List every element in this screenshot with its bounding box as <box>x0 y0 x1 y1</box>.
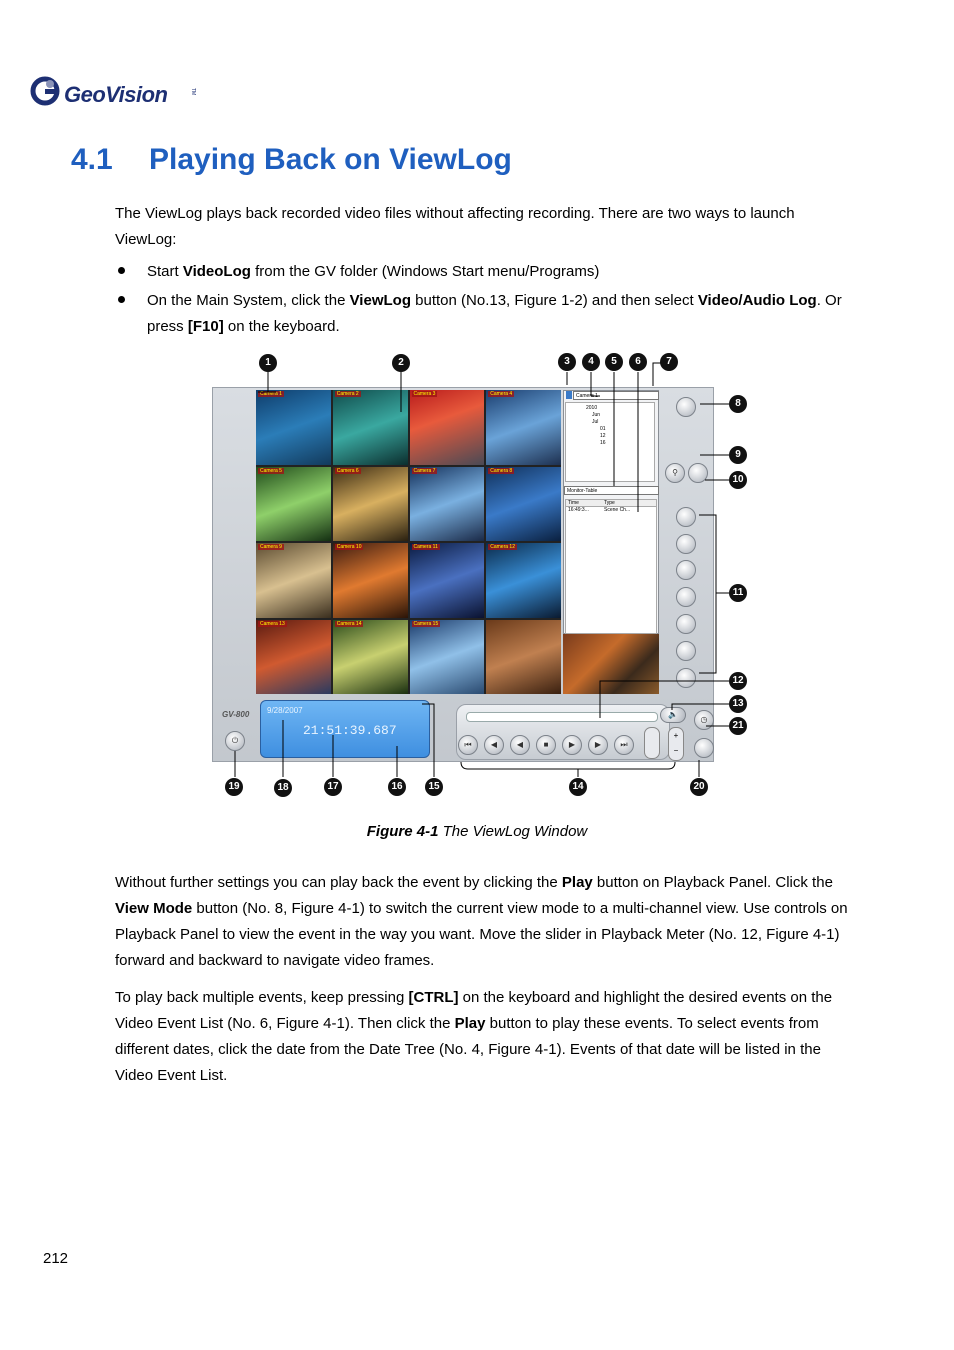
camera-view[interactable] <box>486 620 561 695</box>
tree-node: 2010 <box>586 405 598 411</box>
function-button[interactable] <box>676 534 696 554</box>
page-title <box>71 143 512 177</box>
camera-view[interactable]: Camera 1 <box>256 390 331 465</box>
bullet-item-1: Start VideoLog from the GV folder (Windows Start menu/Programs) <box>147 263 600 280</box>
camera-view[interactable]: Camera 15 <box>410 620 485 695</box>
camera-view[interactable]: Camera 12 <box>486 543 561 618</box>
callout-badge: 18 <box>274 779 292 797</box>
callout-badge: 7 <box>660 353 678 371</box>
stop-button[interactable]: ■ <box>536 735 556 755</box>
last-frame-button[interactable]: ⏭ <box>614 735 634 755</box>
camera-select[interactable]: Camera 1 <box>573 391 659 400</box>
function-button[interactable] <box>676 668 696 688</box>
list-header: Time <box>568 500 579 506</box>
power-button[interactable]: ⏻ <box>225 731 245 751</box>
table-row: 16:49:3... Scene Ch... <box>568 507 631 513</box>
date-tree[interactable] <box>565 402 655 482</box>
bullet-item-2: On the Main System, click the ViewLog button (No.13, Figure 1-2) and then select Video/Audio Log. Or press [F10] on the keyboard. <box>147 292 842 335</box>
callout-badge: 21 <box>729 717 747 735</box>
camera-view[interactable]: Camera 7 <box>410 467 485 542</box>
logo-tm: TM <box>190 88 196 96</box>
first-frame-button[interactable]: ⏮ <box>458 735 478 755</box>
callout-badge: 1 <box>259 354 277 372</box>
list-header: Type <box>604 500 615 506</box>
geovision-swirl-icon <box>30 74 64 108</box>
callout-badge: 17 <box>324 778 342 796</box>
camera-list-icon[interactable] <box>566 391 572 399</box>
body-paragraph: Without further settings you can play back the event by clicking the Play button on Playback Panel. Click the View Mode button (No. 8, Figure 4-1) to switch the current view mode to a multi-channel view. Use controls on Playback Panel to view the event in the way you want. Move the slider in Playback Meter (No. 12, Figure 4-1) forward and backward to navigate video frames. <box>115 874 848 969</box>
section-number: 4.1 <box>71 143 113 176</box>
list-mode-select[interactable]: Monitor-Table <box>564 486 659 495</box>
exit-button[interactable] <box>694 738 714 758</box>
tree-node: Jun <box>592 412 601 418</box>
camera-view[interactable]: Camera 2 <box>333 390 408 465</box>
camera-view[interactable]: Camera 4 <box>486 390 561 465</box>
lcd-date: 9/28/2007 <box>267 706 303 715</box>
search-button[interactable]: ⚲ <box>665 463 685 483</box>
callout-badge: 11 <box>729 584 747 602</box>
function-button[interactable] <box>676 560 696 580</box>
logo-text: GeoVision <box>64 82 168 107</box>
callout-badge: 4 <box>582 353 600 371</box>
function-button[interactable] <box>676 507 696 527</box>
camera-grid <box>256 390 561 694</box>
camera-view[interactable]: Camera 9 <box>256 543 331 618</box>
page-number: 212 <box>43 1250 69 1267</box>
callout-badge: 20 <box>690 778 708 796</box>
tree-node: Jul <box>592 419 599 425</box>
camera-view[interactable]: Camera 3 <box>410 390 485 465</box>
function-button[interactable] <box>676 614 696 634</box>
camera-view[interactable]: Camera 14 <box>333 620 408 695</box>
lcd-time: 21:51:39.687 <box>303 723 397 738</box>
playback-meter-slider[interactable] <box>466 712 658 722</box>
lcd-display <box>260 700 430 758</box>
camera-view[interactable]: Camera 10 <box>333 543 408 618</box>
callout-badge: 6 <box>629 353 647 371</box>
camera-view[interactable]: Camera 6 <box>333 467 408 542</box>
zoom-control[interactable]: + − <box>668 727 684 761</box>
video-event-list[interactable] <box>565 499 657 634</box>
function-button[interactable] <box>676 587 696 607</box>
callout-badge: 3 <box>558 353 576 371</box>
intro-paragraph: The ViewLog plays back recorded video files without affecting recording. There are two ways to launch ViewLog: <box>115 205 795 248</box>
tree-node: 01 <box>600 426 606 432</box>
tree-node: 12 <box>600 433 606 439</box>
timer-button[interactable]: ◷ <box>694 710 714 730</box>
callout-badge: 12 <box>729 672 747 690</box>
bullet-dot <box>118 267 125 274</box>
speed-control[interactable] <box>644 727 660 759</box>
view-mode-button[interactable] <box>676 397 696 417</box>
callout-badge: 10 <box>729 471 747 489</box>
camera-view[interactable]: Camera 8 <box>486 467 561 542</box>
callout-badge: 13 <box>729 695 747 713</box>
callout-badge: 15 <box>425 778 443 796</box>
bullet-dot <box>118 296 125 303</box>
next-frame-button[interactable]: ▶ <box>588 735 608 755</box>
single-camera-preview <box>563 634 659 694</box>
model-label: GV-800 <box>222 710 250 719</box>
camera-view[interactable]: Camera 5 <box>256 467 331 542</box>
prev-frame-button[interactable]: ◀ <box>484 735 504 755</box>
function-button[interactable] <box>676 641 696 661</box>
body-paragraph: To play back multiple events, keep pressing [CTRL] on the keyboard and highlight the desired events on the Video Event List (No. 6, Figure 4-1). Then click the Play button to play these events. To select events from different dates, click the date from the Date Tree (No. 4, Figure 4-1). Events of that date will be listed in the Video Event List. <box>115 989 833 1084</box>
tree-node: 16 <box>600 440 606 446</box>
callout-badge: 9 <box>729 446 747 464</box>
section-title: Playing Back on ViewLog <box>149 143 512 176</box>
callout-badge: 5 <box>605 353 623 371</box>
audio-button[interactable]: 🔈 <box>660 707 686 723</box>
tools-button[interactable] <box>688 463 708 483</box>
figure-caption: Figure 4-1 The ViewLog Window <box>366 823 588 840</box>
callout-badge: 16 <box>388 778 406 796</box>
callout-badge: 14 <box>569 778 587 796</box>
camera-view[interactable]: Camera 11 <box>410 543 485 618</box>
callout-badge: 19 <box>225 778 243 796</box>
reverse-play-button[interactable]: ◀ <box>510 735 530 755</box>
callout-badge: 8 <box>729 395 747 413</box>
callout-badge: 2 <box>392 354 410 372</box>
camera-view[interactable]: Camera 13 <box>256 620 331 695</box>
play-button[interactable]: ▶ <box>562 735 582 755</box>
